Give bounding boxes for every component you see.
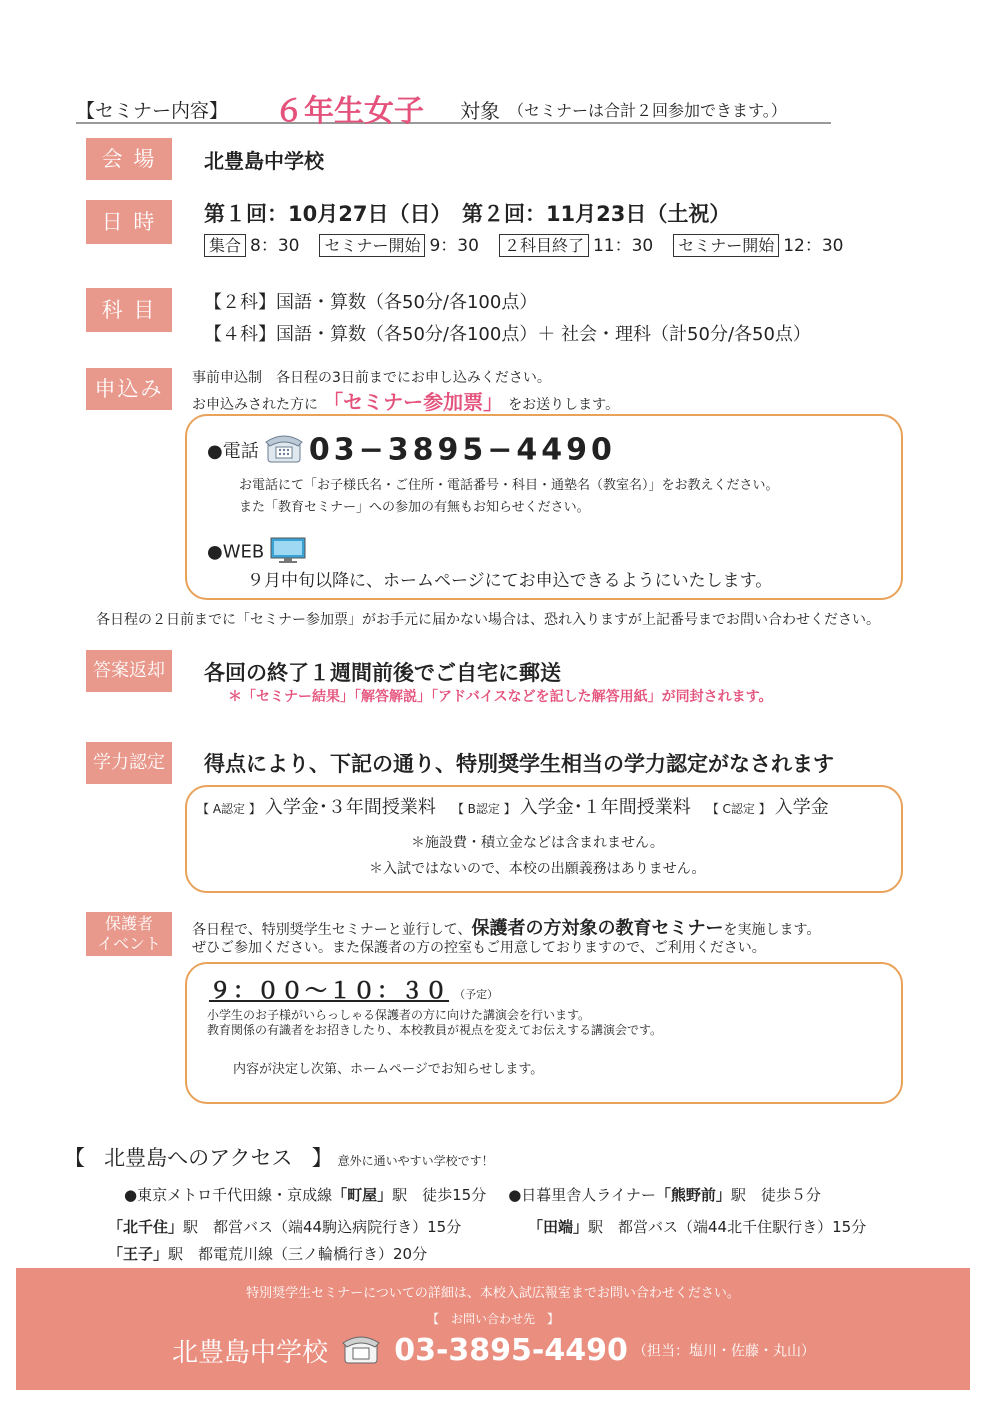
cert-box (185, 785, 903, 893)
footer-phone[interactable]: 03-3895-4490 (394, 1333, 628, 1368)
return-main: 各回の終了１週間前後でご自宅に郵送 (204, 661, 561, 685)
access-route-row3 (108, 1243, 427, 1264)
parents-label (86, 912, 172, 956)
apply-label: 申込み (86, 368, 172, 410)
cert-main: 得点により、下記の通り、特別奨学生相当の学力認定がなされます (204, 752, 834, 776)
cert-b-text: 入学金･１年間授業料 (519, 797, 691, 818)
header-suffix: 対象 (460, 99, 500, 123)
access-r2b-post: 駅 都営バス（端44北千住駅行き）15分 (588, 1218, 867, 1236)
slot-tag: セミナー開始 (673, 234, 779, 257)
header-target: ６年生女子 (274, 94, 424, 129)
access-r1b-pre: ●日暮里舎人ライナー (508, 1186, 656, 1204)
footer-contact-person: （担当：塩川・佐藤・丸山） (632, 1343, 815, 1360)
apply-line2-post: をお送りします。 (508, 397, 620, 413)
subjects-label: 科 目 (86, 288, 172, 332)
footer-contact-row (172, 1332, 815, 1369)
apply-line2-pre: お申込みされた方に (192, 397, 318, 413)
access-title-note: 意外に通いやすい学校です！ (337, 1154, 494, 1168)
return-note: ＊「セミナー結果」「解答解説」「アドバイスなどを記した解答用紙」が同封されます。 (228, 689, 773, 705)
apply-contact-box (185, 414, 903, 600)
return-label: 答案返却 (86, 650, 172, 692)
access-r1b-station: 「熊野前」 (655, 1186, 731, 1204)
phone-number[interactable]: 03−3895−4490 (308, 432, 616, 468)
access-bracket-open: 【 (64, 1146, 85, 1170)
cert-note2: ＊入試ではないので、本校の出願義務はありません。 (369, 861, 706, 877)
access-r2a-post: 駅 都営バス（端44駒込病院行き）15分 (183, 1218, 462, 1236)
telephone-icon (341, 1333, 381, 1369)
cert-c-tag: 【 C認定 】 (706, 802, 771, 816)
cert-levels (197, 793, 829, 819)
access-bracket-close: 】 (311, 1146, 333, 1170)
cert-a-tag: 【 A認定 】 (197, 802, 261, 816)
phone-label: ●電話 (207, 441, 259, 462)
access-r1a-post: 駅 徒歩15分 (392, 1186, 487, 1204)
parents-desc3: 内容が決定し次第、ホームページでお知らせします。 (233, 1062, 544, 1077)
footer-line2: 【 お問い合わせ先 】 (426, 1312, 559, 1326)
slot-tag: ２科目終了 (499, 234, 589, 257)
access-r1b-post: 駅 徒歩５分 (730, 1186, 821, 1204)
parents-time-row (209, 974, 498, 1005)
footer-line1: 特別奨学生セミナーについての詳細は、本校入試広報室までお問い合わせください。 (246, 1286, 740, 1301)
web-label: ●WEB (207, 541, 265, 563)
slot-tag: 集合 (204, 234, 246, 257)
access-r3-station: 「王子」 (108, 1245, 169, 1263)
datetime-label: 日 時 (86, 200, 172, 244)
access-r2a-station: 「北千住」 (108, 1218, 184, 1236)
slot-time: 8：30 (250, 236, 300, 256)
parents-line1-post: を実施します。 (723, 922, 821, 938)
monitor-icon (269, 536, 307, 568)
phone-note2: また「教育セミナー」への参加の有無もお知らせください。 (239, 500, 590, 515)
footer-banner (16, 1268, 970, 1390)
apply-ticket-highlight: 「セミナー参加票」 (323, 390, 504, 414)
access-r1a-pre: ●東京メトロ千代田線・京成線 (124, 1186, 333, 1204)
venue-label: 会 場 (86, 138, 172, 180)
apply-footnote: 各日程の２日前までに「セミナー参加票」がお手元に届かない場合は、恐れ入りますが上記番号までお問い合わせください。 (96, 612, 880, 628)
parents-seminar-highlight: 保護者の方対象の教育セミナー (471, 918, 724, 939)
parents-line1-pre: 各日程で、特別奨学生セミナーと並行して、 (192, 922, 472, 938)
header-prefix: 【セミナー内容】 (76, 100, 229, 122)
parents-label-line1: 保護者 (104, 914, 153, 933)
apply-line1: 事前申込制 各日程の3日前までにお申し込みください。 (192, 370, 551, 386)
access-r2b-station: 「田端」 (528, 1218, 589, 1236)
access-title-row (64, 1142, 494, 1172)
datetime-slots (204, 231, 924, 257)
parents-time-note: （予定） (454, 988, 499, 1001)
access-r1a-station: 「町屋」 (332, 1186, 393, 1204)
venue-value: 北豊島中学校 (204, 149, 324, 173)
parents-line2: ぜひご参加ください。また保護者の方の控室もご用意しておりますので、ご利用ください。 (192, 940, 766, 956)
subjects-line2: 【４科】国語・算数（各50分/各100点）＋ 社会・理科（計50分/各50点） (204, 324, 811, 345)
access-route-row2b (528, 1216, 866, 1237)
cert-a-text: 入学金･３年間授業料 (264, 797, 436, 818)
parents-box (185, 962, 903, 1104)
access-route-row2a (108, 1216, 461, 1237)
slot-time: 12：30 (783, 236, 844, 256)
cert-c-text: 入学金 (774, 797, 829, 818)
parents-desc2: 教育関係の有識者をお招きしたり、本校教員が視点を変えてお伝えする講演会です。 (207, 1023, 663, 1037)
cert-note1: ＊施設費・積立金などは含まれません。 (411, 835, 664, 851)
slot-tag: セミナー開始 (319, 234, 425, 257)
web-note: ９月中旬以降に、ホームページにてお申込できるようにいたします。 (247, 571, 773, 591)
cert-label: 学力認定 (86, 742, 172, 784)
phone-row (207, 432, 616, 468)
footer-school: 北豊島中学校 (172, 1338, 329, 1368)
access-route-row1 (124, 1184, 821, 1205)
parents-desc1: 小学生のお子様がいらっしゃる保護者の方に向けた講演会を行います。 (207, 1008, 591, 1022)
access-title: 北豊島へのアクセス (104, 1146, 293, 1170)
slot-time: 9：30 (429, 236, 479, 256)
phone-note1: お電話にて「お子様氏名・ご住所・電話番号・科目・通塾名（教室名）」をお教えください。 (239, 478, 779, 493)
header-suffix-note: （セミナーは合計２回参加できます。） (508, 101, 787, 120)
access-r3-post: 駅 都電荒川線（三ノ輪橋行き）20分 (168, 1245, 428, 1263)
subjects-line1: 【２科】国語・算数（各50分/各100点） (204, 292, 538, 313)
telephone-icon (264, 432, 304, 468)
parents-time: ９：００〜１０：３０ (209, 979, 450, 1004)
cert-b-tag: 【 B認定 】 (451, 802, 516, 816)
apply-line2 (192, 386, 619, 415)
datetime-line: 第１回：10月27日（日） 第２回：11月23日（土祝） (204, 202, 731, 226)
web-row (207, 536, 307, 568)
seminar-header (76, 86, 831, 129)
slot-time: 11：30 (592, 236, 654, 256)
parents-label-line2: イベント (96, 934, 161, 953)
